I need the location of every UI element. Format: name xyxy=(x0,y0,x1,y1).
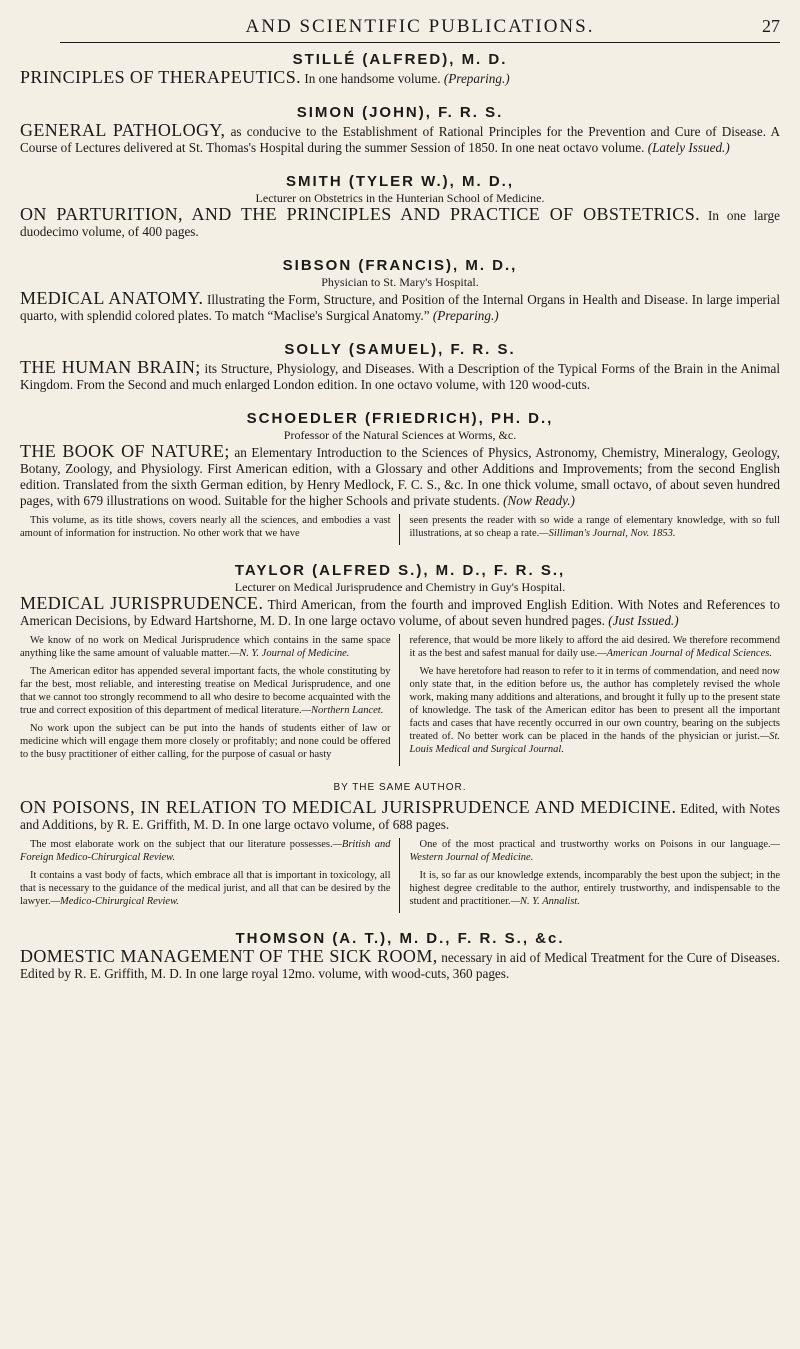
entry-sibson xyxy=(20,256,780,324)
review-quote: No work upon the subject can be put into the hands of students either of law or medicine which will engage them more closely or profitably; and none could be offered to the busy practitioner of either calling, for the purpose of casual or hasty xyxy=(20,723,391,760)
author-affiliation: Professor of the Natural Sciences at Worms, &c. xyxy=(283,428,517,442)
review-column-right xyxy=(410,634,781,766)
author-affiliation: Physician to St. Mary's Hospital. xyxy=(321,275,479,289)
book-details: In one handsome volume. xyxy=(301,71,444,86)
review-quote: This volume, as its title shows, covers nearly all the sciences, and embodies a vast amount of information for instruction. No other work that we have xyxy=(20,515,391,539)
publication-status: (Preparing.) xyxy=(432,308,499,323)
book-title: MEDICAL JURISPRUDENCE. xyxy=(20,593,264,613)
book-details: an Elementary Introduction to the Sciences of Physics, Astronomy, Chemistry, Mineralogy, Geology, Botany, Zoology, and Physiology. First American edition, with a Glossary and other Additions and Improvements; from the second English edition. Translated from the sixth German edition, by Henry Medlock, F. C. S., &c. In one thick volume, small octavo, of about seven hundred pages, with 679 illustrations on wood. Suitable for the higher Schools and private students. xyxy=(20,445,780,508)
author-heading: SIMON (JOHN), F. R. S. xyxy=(296,104,504,121)
book-description xyxy=(20,290,780,324)
author-heading: STILLÉ (ALFRED), M. D. xyxy=(292,51,508,68)
book-description xyxy=(20,69,780,87)
review-source: —British and Foreign Medico-Chirurgical Review. xyxy=(20,839,391,863)
review-source: —N. Y. Journal of Medicine. xyxy=(229,648,350,659)
publication-status: (Preparing.) xyxy=(443,71,510,86)
running-title: AND SCIENTIFIC PUBLICATIONS. xyxy=(245,16,595,37)
book-title: DOMESTIC MANAGEMENT OF THE SICK ROOM, xyxy=(20,946,438,966)
publication-status: (Just Issued.) xyxy=(608,613,679,628)
review-quote: The most elaborate work on the subject that our literature possesses.—British and Foreign Medico-Chirurgical Review. xyxy=(20,839,391,863)
entry-simon xyxy=(20,103,780,156)
book-title: ON POISONS, IN RELATION TO MEDICAL JURISPRUDENCE AND MEDICINE. xyxy=(20,797,677,817)
publication-status: (Lately Issued.) xyxy=(647,140,730,155)
entry-thomson xyxy=(20,929,780,982)
book-details: its Structure, Physiology, and Diseases. With a Description of the Typical Forms of the Brain in the Animal Kingdom. From the Second and much enlarged London edition. In one octavo volume, with 120 wood-cuts. xyxy=(20,361,780,392)
author-heading: SOLLY (SAMUEL), F. R. S. xyxy=(284,341,516,358)
review-column-right xyxy=(410,838,781,913)
publication-status: (Now Ready.) xyxy=(503,493,575,508)
review-quote: reference, that would be more likely to afford the aid desired. We therefore recommend it as the best and safest manual for daily use.—American Journal of Medical Sciences. xyxy=(409,635,780,659)
book-title: GENERAL PATHOLOGY, xyxy=(20,120,226,140)
book-title: THE BOOK OF NATURE; xyxy=(20,441,230,461)
book-description xyxy=(20,948,780,982)
book-details: necessary in aid of Medical Treatment for the Cure of Diseases. Edited by R. E. Griffith, M. D. In one large royal 12mo. volume, with wood-cuts, 360 pages. xyxy=(20,950,780,981)
by-same-author-label: BY THE SAME AUTHOR. xyxy=(333,782,467,793)
review-source: —St. Louis Medical and Surgical Journal. xyxy=(409,731,780,755)
review-source: —Medico-Chirurgical Review. xyxy=(50,896,179,907)
catalogue-content xyxy=(20,50,780,998)
entry-poisons xyxy=(20,782,780,913)
book-description xyxy=(20,799,780,833)
book-title: THE HUMAN BRAIN; xyxy=(20,357,201,377)
book-title: ON PARTURITION, AND THE PRINCIPLES AND PRACTICE OF OBSTETRICS. xyxy=(20,204,700,224)
review-column-left xyxy=(20,838,400,913)
book-title: MEDICAL ANATOMY. xyxy=(20,288,204,308)
author-heading: SCHOEDLER (FRIEDRICH), PH. D., xyxy=(246,410,554,427)
review-columns xyxy=(20,514,780,545)
book-details: In one large duodecimo volume, of 400 pages. xyxy=(20,208,780,239)
author-heading: SIBSON (FRANCIS), M. D., xyxy=(282,257,518,274)
author-affiliation: Lecturer on Medical Jurisprudence and Chemistry in Guy's Hospital. xyxy=(234,580,566,594)
author-affiliation: Lecturer on Obstetrics in the Hunterian School of Medicine. xyxy=(255,191,545,205)
page-number: 27 xyxy=(762,16,780,36)
book-details: Edited, with Notes and Additions, by R. E. Griffith, M. D. In one large octavo volume, of 688 pages. xyxy=(20,801,780,832)
book-details: Illustrating the Form, Structure, and Position of the Internal Organs in Health and Disease. In large imperial quarto, with splendid colored plates. To match “Maclise's Surgical Anatomy.” xyxy=(20,292,780,323)
review-column-right xyxy=(410,514,781,545)
review-column-left xyxy=(20,514,400,545)
review-quote: We have heretofore had reason to refer to it in terms of commendation, and need now only state that, in the edition before us, the author has completely revised the whole work, making many additions and alterations, and brought it fully up to the present state of knowledge. The task of the American editor has been to present all the important facts and cases that have recently occurred in our own country, bearing on the subjects treated of. No better work can be placed in the hands of the physician or jurist.—St. Louis Medical and Surgical Journal. xyxy=(409,666,780,755)
book-description xyxy=(20,359,780,393)
review-quote: seen presents the reader with so wide a range of elementary knowledge, with so full illustrations, at so cheap a rate.—Silliman's Journal, Nov. 1853. xyxy=(409,515,780,539)
entry-smith xyxy=(20,172,780,240)
review-source: —American Journal of Medical Sciences. xyxy=(597,648,772,659)
entry-taylor xyxy=(20,561,780,766)
review-source: —Silliman's Journal, Nov. 1853. xyxy=(539,528,676,539)
review-source: —Northern Lancet. xyxy=(301,705,384,716)
entry-stille xyxy=(20,50,780,87)
book-details: Third American, from the fourth and improved English Edition. With Notes and References to American Decisions, by Edward Hartshorne, M. D. In one large octavo volume, of about seven hundred pages. xyxy=(20,597,780,628)
review-quote: We know of no work on Medical Jurisprudence which contains in the same space anything like the same amount of valuable matter.—N. Y. Journal of Medicine. xyxy=(20,635,391,659)
book-description xyxy=(20,206,780,240)
book-description xyxy=(20,595,780,629)
review-quote: The American editor has appended several important facts, the whole constituting by far the best, most reliable, and interesting treatise on Medical Jurisprudence, and one that we cannot too strongly recommend to all who desire to become acquainted with the true and correct exposition of this department of medical literature.—Northern Lancet. xyxy=(20,666,391,716)
review-quote: It is, so far as our knowledge extends, incomparably the best upon the subject; in the highest degree creditable to the author, entirely trustworthy, and indispensable to the student and practitioner.—N. Y. Annalist. xyxy=(409,870,780,907)
entry-solly xyxy=(20,340,780,393)
book-title: PRINCIPLES OF THERAPEUTICS. xyxy=(20,67,302,87)
entry-schoedler xyxy=(20,409,780,545)
author-heading: THOMSON (A. T.), M. D., F. R. S., &c. xyxy=(235,930,565,947)
page-header xyxy=(60,14,780,43)
book-description xyxy=(20,122,780,156)
review-columns xyxy=(20,634,780,766)
book-details: as conducive to the Establishment of Rational Principles for the Prevention and Cure of Disease. A Course of Lectures delivered at St. Thomas's Hospital during the summer Session of 1850. In one neat octavo volume. xyxy=(20,124,780,155)
author-heading: SMITH (TYLER W.), M. D., xyxy=(286,173,514,190)
review-columns xyxy=(20,838,780,913)
review-source: —Western Journal of Medicine. xyxy=(409,839,780,863)
author-heading: TAYLOR (ALFRED S.), M. D., F. R. S., xyxy=(234,562,566,579)
review-column-left xyxy=(20,634,400,766)
review-quote: It contains a vast body of facts, which embrace all that is important in toxicology, all that is necessary to the guidance of the medical jurist, and all that can be desired by the lawyer.—Medico-Chirurgical Review. xyxy=(20,870,391,907)
review-source: —N. Y. Annalist. xyxy=(510,896,580,907)
review-quote: One of the most practical and trustworthy works on Poisons in our language.—Western Journal of Medicine. xyxy=(409,839,780,863)
book-description xyxy=(20,443,780,509)
